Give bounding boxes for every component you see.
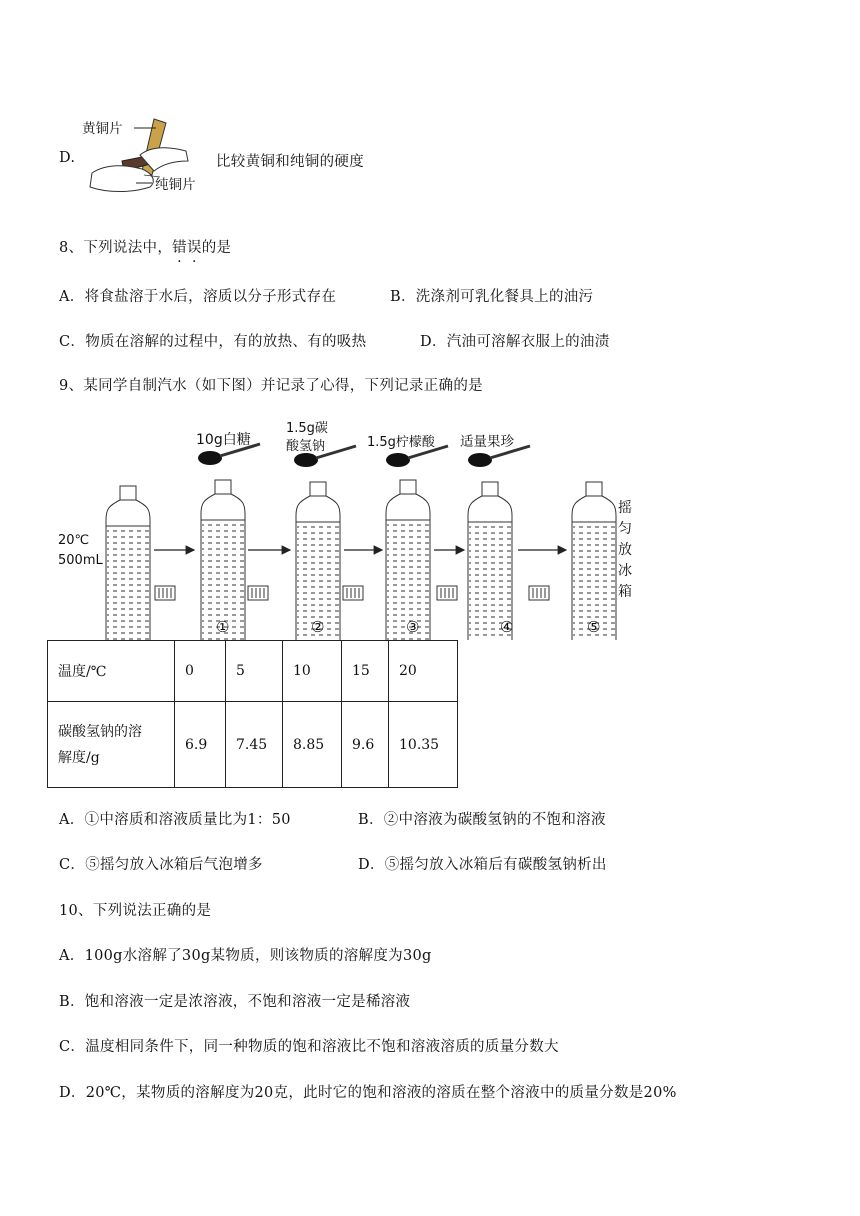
bottle-step-3 (386, 480, 430, 640)
q9-option-d: D．⑤摇匀放入冰箱后有碳酸氢钠析出 (358, 857, 607, 873)
q7-option-d-letter: D. (59, 150, 76, 166)
table-row (48, 641, 458, 702)
bottle-step-2 (296, 482, 340, 640)
q8-option-c: C．物质在溶解的过程中，有的放热、有的吸热 (59, 334, 367, 350)
final-note-char-5: 箱 (618, 584, 632, 600)
q10-option-a: A．100g水溶解了30g某物质，则该物质的溶解度为30g (59, 948, 432, 964)
temp-cell: 15 (342, 641, 389, 702)
cap-1 (155, 586, 175, 600)
q9-option-c: C．⑤摇匀放入冰箱后气泡增多 (59, 857, 263, 873)
label-brass: 黄铜片 (82, 121, 123, 137)
q9-option-b: B．②中溶液为碳酸氢钠的不饱和溶液 (358, 812, 606, 828)
bottle-start (106, 486, 150, 640)
add-bicarbonate-label-2: 酸氢钠 (286, 439, 326, 454)
q7-option-d-text: 比较黄铜和纯铜的硬度 (216, 154, 364, 170)
cap-2 (248, 586, 268, 600)
q10-option-d: D．20℃，某物质的溶解度为20克，此时它的饱和溶液的溶质在整个溶液中的质量分数是20% (59, 1085, 677, 1101)
solubility-header-line-2: 解度/g (58, 749, 100, 766)
start-volume-label: 500mL (58, 553, 103, 568)
q10-option-c: C．温度相同条件下，同一种物质的饱和溶液比不饱和溶液溶质的质量分数大 (59, 1039, 559, 1055)
solubility-cell: 8.85 (283, 702, 342, 788)
step-label-5: ⑤ (587, 618, 601, 636)
solubility-cell: 7.45 (226, 702, 283, 788)
solubility-cell: 6.9 (175, 702, 226, 788)
step-label-4: ④ (500, 618, 514, 636)
solubility-header (48, 702, 175, 788)
q8-stem-emphasis-2: 误 (186, 240, 202, 256)
bottle-step-5 (572, 482, 616, 640)
step-label-2: ② (311, 618, 325, 636)
cap-3 (343, 586, 363, 600)
q8-stem-prefix: 8、下列说法中， (59, 240, 173, 256)
q8-option-d: D．汽油可溶解衣服上的油渍 (420, 334, 610, 350)
temp-cell: 10 (283, 641, 342, 702)
q9-stem: 9、某同学自制汽水（如下图）并记录了心得，下列记录正确的是 (59, 378, 483, 394)
solubility-cell: 9.6 (342, 702, 389, 788)
temperature-header: 温度/℃ (48, 641, 175, 702)
final-note-char-4: 冰 (618, 563, 632, 579)
bottle-step-1 (201, 480, 245, 640)
add-bicarbonate-label-1: 1.5g碳 (286, 421, 328, 436)
add-sugar-label: 10g白糖 (196, 432, 251, 448)
step-label-1: ① (216, 618, 230, 636)
step-label-3: ③ (406, 618, 420, 636)
temp-cell: 20 (389, 641, 458, 702)
final-note-char-2: 匀 (618, 521, 632, 537)
q8-stem-suffix: 的是 (201, 240, 232, 256)
cap-5 (529, 586, 549, 600)
homemade-soda-figure (58, 420, 658, 640)
final-note-vertical (618, 499, 632, 600)
label-copper: 纯铜片 (155, 177, 196, 193)
q10-option-b: B．饱和溶液一定是浓溶液，不饱和溶液一定是稀溶液 (59, 994, 411, 1010)
q8-stem-emphasis-1: 错 (172, 240, 187, 256)
table-row (48, 702, 458, 788)
q10-stem: 10、下列说法正确的是 (59, 903, 212, 919)
q8-option-b: B．洗涤剂可乳化餐具上的油污 (390, 289, 594, 305)
brass-copper-hardness-figure (82, 115, 212, 200)
cap-4 (437, 586, 457, 600)
final-note-char-3: 放 (618, 542, 632, 558)
solubility-cell: 10.35 (389, 702, 458, 788)
q8-stem (59, 236, 231, 257)
start-temp-label: 20℃ (58, 533, 90, 548)
q9-option-a: A．①中溶质和溶液质量比为1：50 (59, 812, 291, 828)
solubility-table (47, 640, 458, 788)
bottle-step-4 (468, 482, 512, 640)
final-note-char-1: 摇 (618, 500, 632, 516)
temp-cell: 0 (175, 641, 226, 702)
solubility-header-line-1: 碳酸氢钠的溶 (58, 723, 142, 740)
temp-cell: 5 (226, 641, 283, 702)
q8-option-a: A．将食盐溶于水后，溶质以分子形式存在 (59, 289, 337, 305)
add-fruit-powder-label: 适量果珍 (460, 434, 514, 450)
add-citric-acid-label: 1.5g柠檬酸 (367, 435, 435, 450)
